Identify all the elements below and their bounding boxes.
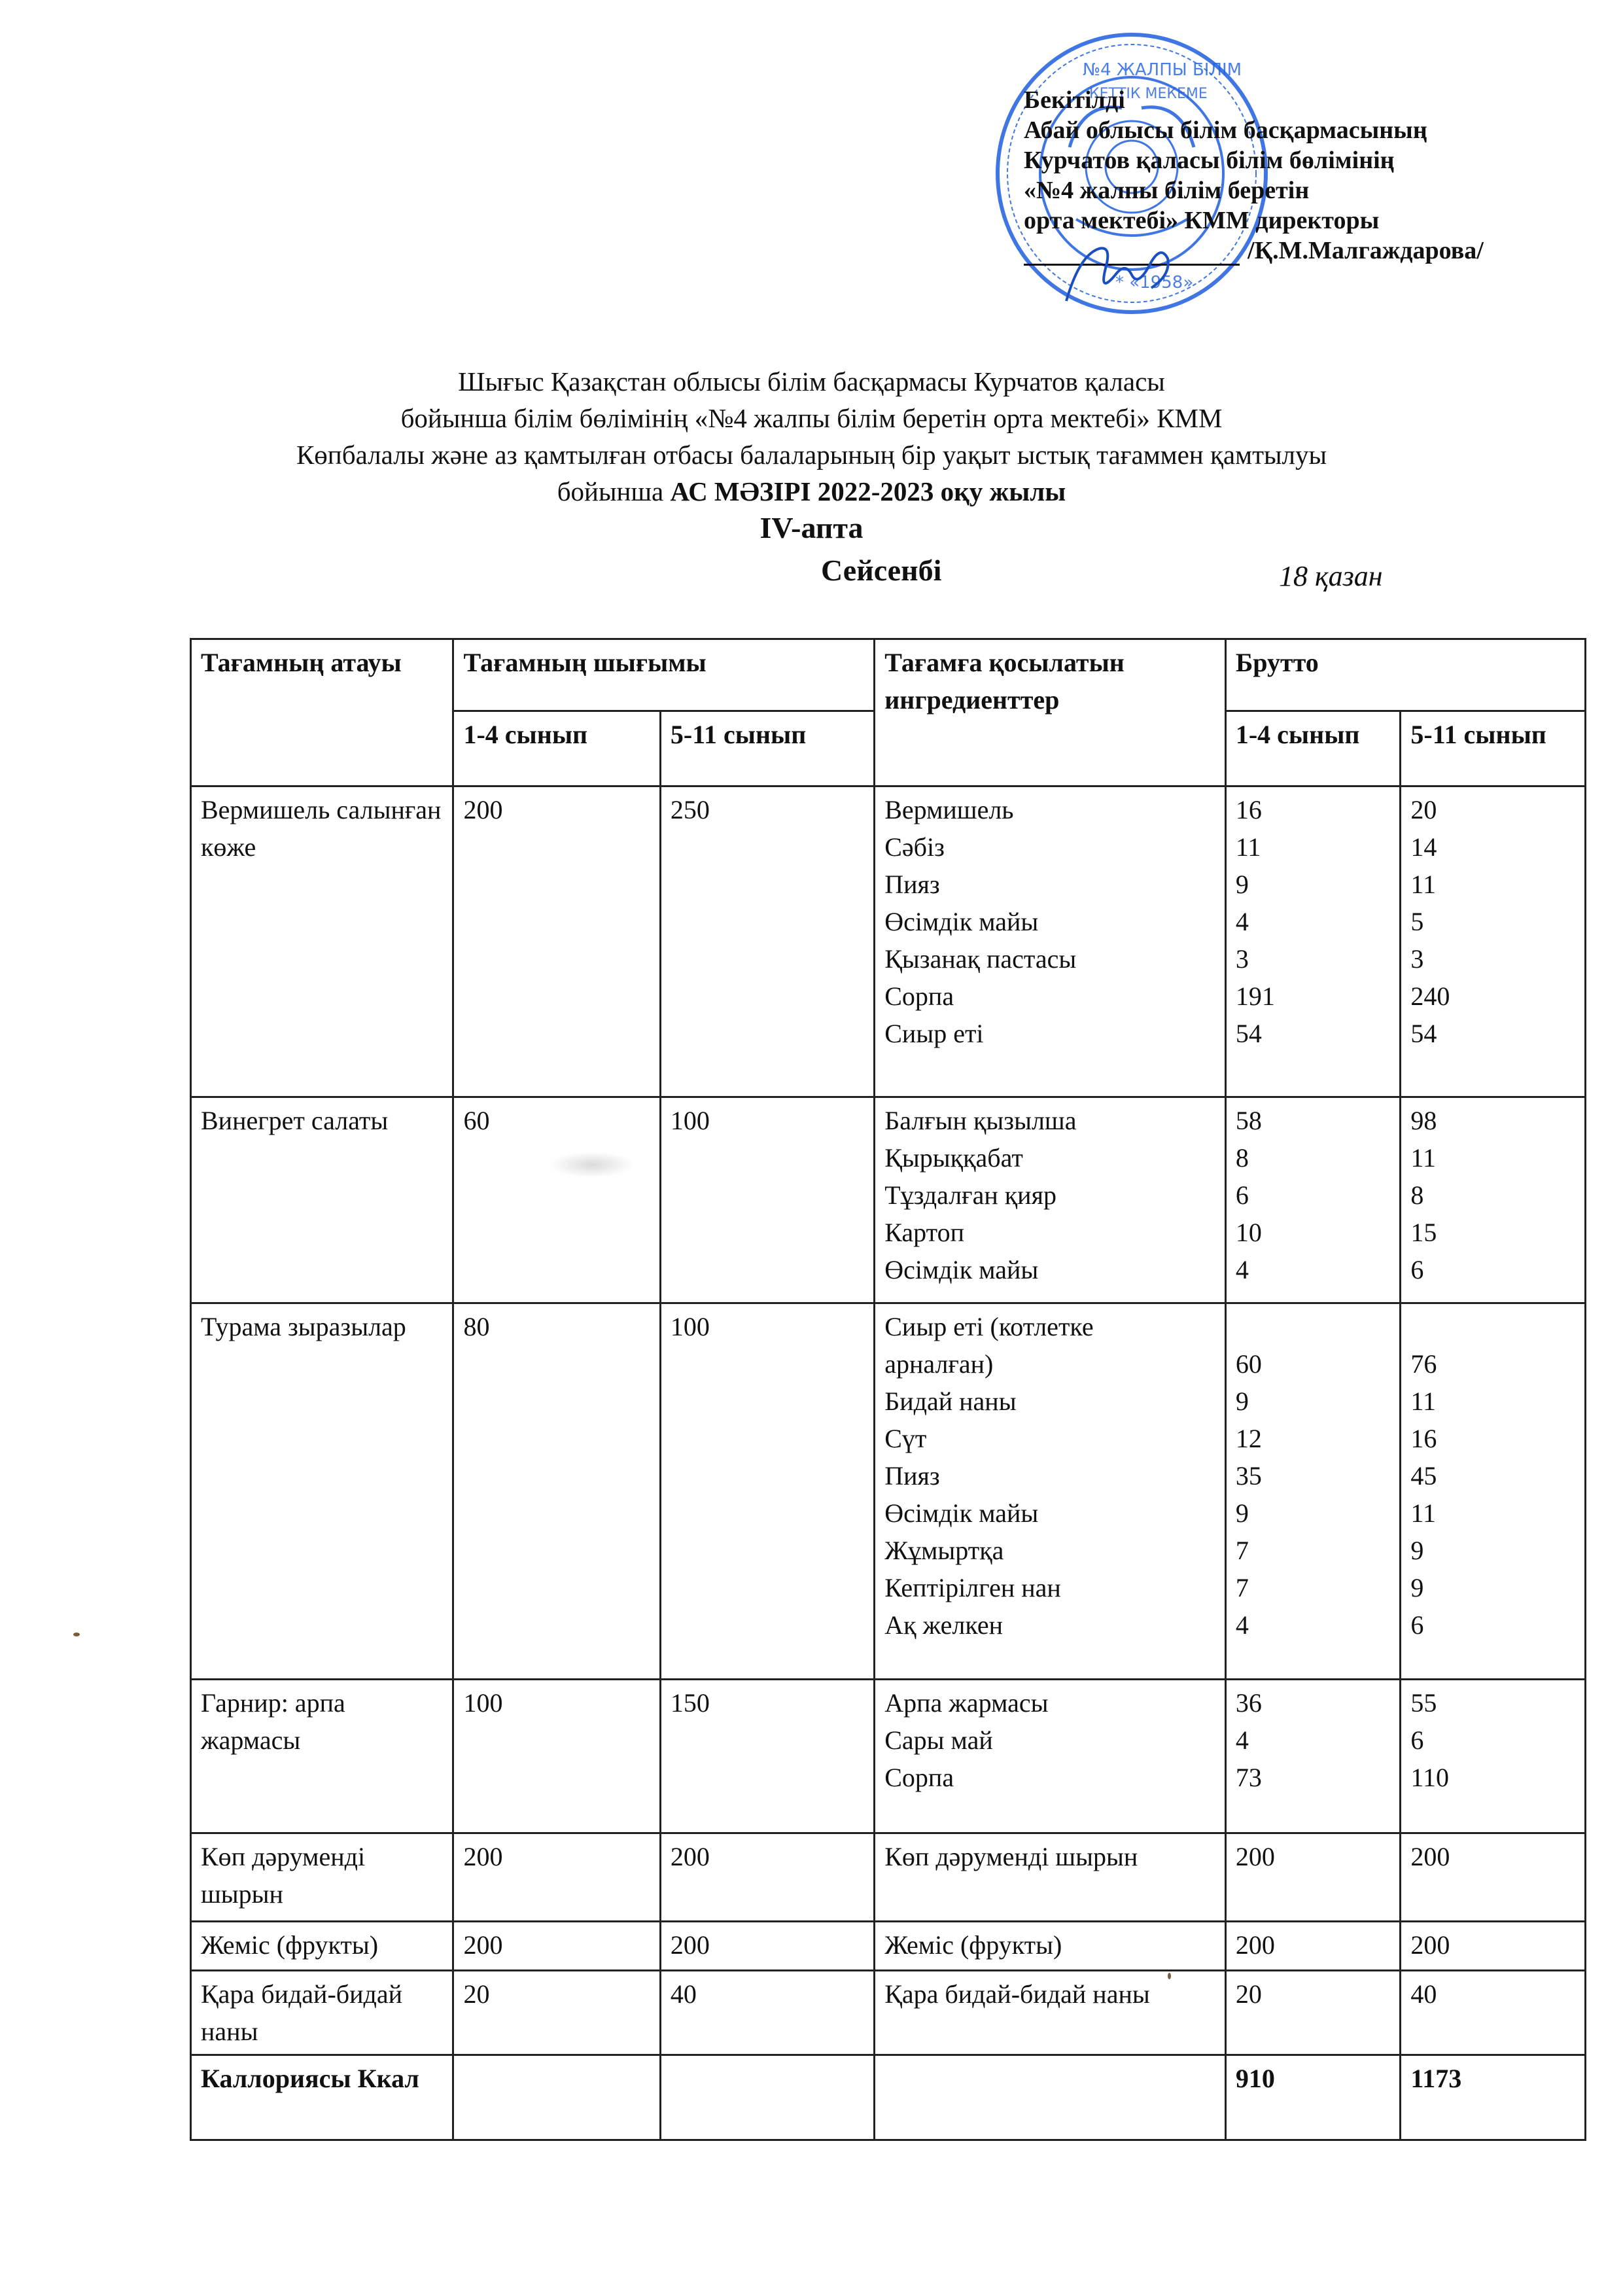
ingredients-cell [875, 1922, 1226, 1971]
gross-value: 8 [1235, 1143, 1249, 1173]
menu-body [191, 786, 1586, 2055]
dish-name: Вермишель салынған көже [191, 786, 453, 1097]
ingredient-item: Бидай наны [884, 1386, 1017, 1416]
gross-value: 20 [1410, 795, 1437, 824]
gross-value: 16 [1235, 795, 1262, 824]
date-label: 18 қазан [1279, 560, 1383, 592]
ingredient-item: Балғын қызылша [884, 1106, 1077, 1135]
gross-5-11-cell [1401, 1971, 1586, 2055]
gross-value: 3 [1235, 944, 1249, 974]
gross-value: 4 [1235, 907, 1249, 936]
yield-5-11: 100 [660, 1303, 874, 1680]
menu-row [191, 786, 1586, 1097]
menu-table [190, 638, 1586, 2141]
gross-value: 6 [1235, 1180, 1249, 1210]
gross-value: 54 [1410, 1019, 1437, 1048]
total-label: Каллориясы Ккал [191, 2055, 453, 2140]
gross-1-4-cell [1225, 1922, 1401, 1971]
approval-line: орта мектебі» КММ директоры [1024, 207, 1380, 234]
gross-value: 4 [1235, 1610, 1249, 1640]
ingredient-item: Өсімдік майы [884, 1255, 1039, 1284]
document-title [0, 363, 1623, 510]
total-gross-5-11: 1173 [1401, 2055, 1586, 2140]
gross-5-11-cell [1401, 1303, 1586, 1680]
yield-1-4: 60 [453, 1097, 660, 1303]
gross-1-4-cell [1225, 1971, 1401, 2055]
menu-title: АС МӘЗІРІ 2022-2023 оқу жылы [670, 476, 1066, 506]
gross-value: 11 [1235, 832, 1261, 862]
yield-5-11: 40 [660, 1971, 874, 2055]
scan-smudge [550, 1152, 635, 1178]
gross-value: 6 [1410, 1255, 1424, 1284]
gross-value: 8 [1410, 1180, 1424, 1210]
ingredients-cell [875, 786, 1226, 1097]
gross-1-4-cell [1225, 1833, 1401, 1922]
ingredient-item: Ақ желкен [884, 1610, 1003, 1640]
gross-value: 60 [1235, 1349, 1262, 1379]
gross-1-4-cell [1225, 1303, 1401, 1680]
gross-value: 4 [1235, 1725, 1249, 1755]
gross-5-11-cell [1401, 1680, 1586, 1833]
gross-value: 9 [1235, 870, 1249, 899]
week-label: IV-апта [759, 511, 864, 544]
gross-value: 40 [1410, 1979, 1437, 2009]
gross-value: 9 [1410, 1573, 1424, 1602]
gross-value: 16 [1410, 1424, 1437, 1453]
signature-icon [1053, 236, 1184, 308]
gross-value: 73 [1235, 1763, 1262, 1792]
scan-speck [1168, 1973, 1171, 1979]
gross-5-11-cell [1401, 1097, 1586, 1303]
dish-name: Турама зыразылар [191, 1303, 453, 1680]
ingredients-cell [875, 1303, 1226, 1680]
gross-value: 4 [1235, 1255, 1249, 1284]
gross-value: 12 [1235, 1424, 1262, 1453]
svg-text:№4 ЖАЛПЫ БІЛІМ: №4 ЖАЛПЫ БІЛІМ [1083, 60, 1242, 80]
total-empty [660, 2055, 874, 2140]
gross-value: 11 [1410, 1386, 1436, 1416]
scan-speck [73, 1633, 80, 1636]
ingredient-item: Көп дәруменді шырын [884, 1842, 1138, 1871]
gross-value: 98 [1410, 1106, 1437, 1135]
gross-value: 36 [1235, 1688, 1262, 1718]
yield-1-4: 100 [453, 1680, 660, 1833]
gross-1-4-cell [1225, 1097, 1401, 1303]
gross-value: 35 [1235, 1461, 1262, 1491]
ingredient-item: Сары май [884, 1725, 993, 1755]
approval-line: «№4 жалпы білім беретін [1024, 177, 1310, 204]
ingredient-item: Кептірілген нан [884, 1573, 1061, 1602]
gross-1-4-cell [1225, 786, 1401, 1097]
approval-line: Бекітілді [1024, 86, 1125, 114]
ingredients-cell [875, 1680, 1226, 1833]
header-ingredients: Тағамға қосылатын ингредиенттер [875, 639, 1226, 786]
ingredient-item: Қызанақ пастасы [884, 944, 1077, 974]
gross-value: 6 [1410, 1725, 1424, 1755]
gross-value: 58 [1235, 1106, 1262, 1135]
gross-value [1410, 1308, 1578, 1345]
gross-5-11-cell [1401, 1922, 1586, 1971]
title-prefix: бойынша [557, 476, 671, 506]
ingredient-item: Өсімдік майы [884, 1498, 1039, 1528]
header-gross-5-11: 5-11 сынып [1401, 711, 1586, 786]
gross-value: 200 [1410, 1930, 1450, 1960]
yield-1-4: 200 [453, 1922, 660, 1971]
ingredient-item: Пияз [884, 1461, 940, 1491]
gross-value: 20 [1235, 1979, 1262, 2009]
header-yield-5-11: 5-11 сынып [660, 711, 874, 786]
gross-value: 200 [1235, 1930, 1275, 1960]
yield-5-11: 150 [660, 1680, 874, 1833]
header-gross-1-4: 1-4 сынып [1225, 711, 1401, 786]
ingredients-cell [875, 1833, 1226, 1922]
approval-line: Абай облысы білім басқармасының [1024, 116, 1427, 144]
signatory-name: Қ.М.Малгаждарова [1254, 237, 1477, 264]
ingredient-item: Қырыққабат [884, 1143, 1023, 1173]
ingredient-item: арналған) [884, 1349, 994, 1379]
header-yield-1-4: 1-4 сынып [453, 711, 660, 786]
header-dish-yield: Тағамның шығымы [453, 639, 875, 711]
total-empty [875, 2055, 1226, 2140]
gross-value: 240 [1410, 981, 1450, 1011]
ingredient-item: Арпа жармасы [884, 1688, 1049, 1718]
yield-1-4: 80 [453, 1303, 660, 1680]
gross-value: 5 [1410, 907, 1424, 936]
ingredient-item: Сүт [884, 1424, 927, 1453]
header-dish-name: Тағамның атауы [191, 639, 453, 786]
menu-row [191, 1971, 1586, 2055]
header-row [191, 639, 1586, 711]
gross-1-4-cell [1225, 1680, 1401, 1833]
yield-5-11: 200 [660, 1833, 874, 1922]
gross-value: 45 [1410, 1461, 1437, 1491]
ingredient-item: Жұмыртқа [884, 1536, 1004, 1565]
yield-1-4: 200 [453, 786, 660, 1097]
gross-value: 6 [1410, 1610, 1424, 1640]
gross-value: 200 [1410, 1842, 1450, 1871]
approval-line: Курчатов қаласы білім бөлімінің [1024, 147, 1395, 174]
header-gross: Брутто [1225, 639, 1585, 711]
signatory-line: /Қ.М.Малгаждарова/ [1024, 236, 1484, 266]
yield-5-11: 250 [660, 786, 874, 1097]
gross-value: 11 [1410, 1143, 1436, 1173]
ingredient-item: Сорпа [884, 981, 954, 1011]
gross-value: 9 [1410, 1536, 1424, 1565]
dish-name: Винегрет салаты [191, 1097, 453, 1303]
ingredient-item: Сиыр еті (котлетке [884, 1312, 1094, 1341]
menu-row [191, 1922, 1586, 1971]
total-empty [453, 2055, 660, 2140]
ingredients-cell [875, 1097, 1226, 1303]
title-line: бойынша білім бөлімінің «№4 жалпы білім беретін орта мектебі» КММ [400, 403, 1223, 433]
gross-value: 110 [1410, 1763, 1449, 1792]
gross-value: 11 [1410, 870, 1436, 899]
gross-value: 76 [1410, 1349, 1437, 1379]
gross-value: 10 [1235, 1218, 1262, 1247]
title-line: Көпбалалы және аз қамтылған отбасы балаларының бір уақыт ыстық тағаммен қамтылуы [296, 440, 1327, 470]
yield-1-4: 20 [453, 1971, 660, 2055]
menu-row [191, 1680, 1586, 1833]
total-row [191, 2055, 1586, 2140]
gross-value: 14 [1410, 832, 1437, 862]
ingredient-item: Вермишель [884, 795, 1014, 824]
total-gross-1-4: 910 [1225, 2055, 1401, 2140]
weekday-label: Сейсенбі [821, 554, 942, 587]
menu-row [191, 1097, 1586, 1303]
gross-value: 7 [1235, 1536, 1249, 1565]
gross-value: 55 [1410, 1688, 1437, 1718]
menu-row [191, 1303, 1586, 1680]
yield-5-11: 200 [660, 1922, 874, 1971]
dish-name: Көп дәруменді шырын [191, 1833, 453, 1922]
svg-text:КЕТТІК МЕКЕМЕ: КЕТТІК МЕКЕМЕ [1089, 86, 1208, 102]
ingredient-item: Сорпа [884, 1763, 954, 1792]
ingredient-item: Сәбіз [884, 832, 945, 862]
gross-5-11-cell [1401, 786, 1586, 1097]
gross-value [1236, 1308, 1393, 1345]
gross-5-11-cell [1401, 1833, 1586, 1922]
ingredient-item: Тұздалған қияр [884, 1180, 1056, 1210]
gross-value: 7 [1235, 1573, 1249, 1602]
gross-value: 191 [1235, 981, 1275, 1011]
ingredient-item: Картоп [884, 1218, 964, 1247]
gross-value: 9 [1235, 1498, 1249, 1528]
menu-row [191, 1833, 1586, 1922]
yield-5-11: 100 [660, 1097, 874, 1303]
dish-name: Жеміс (фрукты) [191, 1922, 453, 1971]
gross-value: 9 [1235, 1386, 1249, 1416]
yield-1-4: 200 [453, 1833, 660, 1922]
ingredients-cell [875, 1971, 1226, 2055]
title-line: Шығыс Қазақстан облысы білім басқармасы Курчатов қаласы [458, 366, 1165, 397]
gross-value: 3 [1410, 944, 1424, 974]
ingredient-item: Сиыр еті [884, 1019, 984, 1048]
ingredient-item: Өсімдік майы [884, 907, 1039, 936]
ingredient-item: Пияз [884, 870, 940, 899]
gross-value: 200 [1235, 1842, 1275, 1871]
gross-value: 11 [1410, 1498, 1436, 1528]
gross-value: 15 [1410, 1218, 1437, 1247]
svg-text:* «1958»: * «1958» [1115, 273, 1194, 292]
dish-name: Қара бидай-бидай наны [191, 1971, 453, 2055]
dish-name: Гарнир: арпа жармасы [191, 1680, 453, 1833]
ingredient-item: Қара бидай-бидай наны [884, 1979, 1150, 2009]
title-line [0, 473, 1623, 510]
ingredient-item: Жеміс (фрукты) [884, 1930, 1062, 1960]
gross-value: 54 [1235, 1019, 1262, 1048]
